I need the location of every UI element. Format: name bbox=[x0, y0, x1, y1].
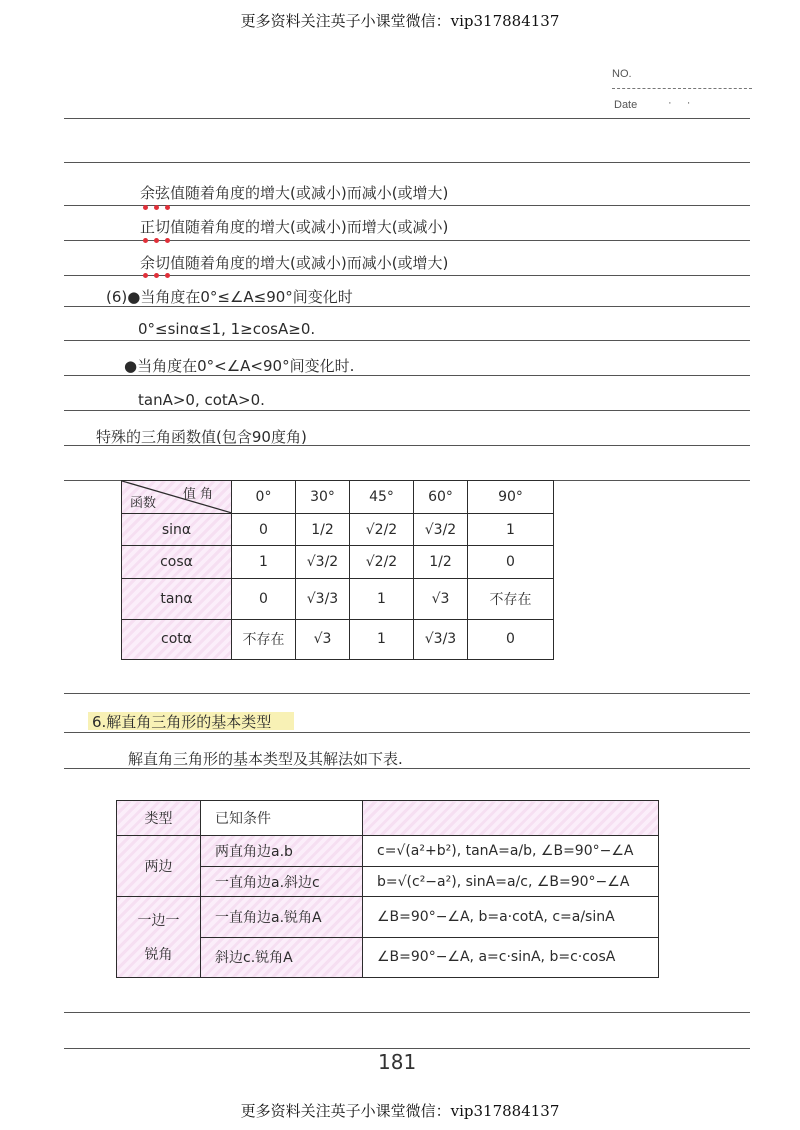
table-row bbox=[122, 579, 554, 619]
method-header bbox=[363, 801, 659, 836]
date-dots: · · bbox=[668, 97, 697, 109]
note-range-heading-open: ●当角度在0°<∠A<90°间变化时. bbox=[124, 357, 355, 375]
note-cosine-monotonic: 余弦值随着角度的增大(或减小)而减小(或增大) bbox=[140, 184, 449, 202]
table-row bbox=[122, 546, 554, 579]
table-row bbox=[122, 481, 554, 514]
angle-header: 45° bbox=[350, 481, 414, 514]
no-line bbox=[612, 88, 752, 89]
method-cell: ∠B=90°−∠A, a=c·sinA, b=c·cosA bbox=[363, 937, 659, 977]
value-cell: √3 bbox=[296, 619, 350, 659]
solving-methods-table bbox=[116, 800, 659, 978]
value-cell: √3/3 bbox=[414, 619, 468, 659]
note-tan-cot-positive: tanA>0, cotA>0. bbox=[138, 391, 265, 409]
value-cell: √3 bbox=[414, 579, 468, 619]
table-row bbox=[122, 619, 554, 659]
ruled-line bbox=[64, 693, 750, 694]
section6-intro: 解直角三角形的基本类型及其解法如下表. bbox=[128, 750, 403, 768]
angle-header: 0° bbox=[232, 481, 296, 514]
emphasis-dots bbox=[143, 205, 170, 210]
value-cell: √2/2 bbox=[350, 513, 414, 546]
value-cell: √3/3 bbox=[296, 579, 350, 619]
note-cotangent-monotonic: 余切值随着角度的增大(或减小)而减小(或增大) bbox=[140, 254, 449, 272]
page-number: 181 bbox=[378, 1050, 417, 1074]
method-cell: c=√(a²+b²), tanA=a/b, ∠B=90°−∠A bbox=[363, 836, 659, 867]
function-label: cotα bbox=[122, 619, 232, 659]
function-label: tanα bbox=[122, 579, 232, 619]
table-row bbox=[122, 513, 554, 546]
condition-cell: 斜边c.锐角A bbox=[201, 937, 363, 977]
value-cell: 1 bbox=[350, 579, 414, 619]
note-special-values-heading: 特殊的三角函数值(包含90度角) bbox=[96, 428, 307, 446]
angle-header: 30° bbox=[296, 481, 350, 514]
emphasis-dots bbox=[143, 273, 170, 278]
ruled-line bbox=[64, 1012, 750, 1013]
ruled-line bbox=[64, 732, 750, 733]
corner-bottom-label: 函数 bbox=[130, 495, 157, 511]
value-cell: 0 bbox=[468, 619, 554, 659]
ruled-line bbox=[64, 340, 750, 341]
bottom-banner: 更多资料关注英子小课堂微信：vip317884137 bbox=[240, 1102, 560, 1120]
type-side-label: 一边一 bbox=[137, 913, 180, 930]
value-cell: 1 bbox=[468, 513, 554, 546]
special-trig-values-table bbox=[121, 480, 554, 660]
corner-cell bbox=[122, 481, 232, 514]
note-tangent-monotonic: 正切值随着角度的增大(或减小)而增大(或减小) bbox=[140, 218, 449, 236]
type-two-sides: 两边 bbox=[117, 836, 201, 897]
value-cell: 0 bbox=[468, 546, 554, 579]
condition-header: 已知条件 bbox=[201, 801, 363, 836]
condition-cell: 一直角边a.斜边c bbox=[201, 866, 363, 897]
note-sin-cos-range: 0°≤sinα≤1, 1≥cosA≥0. bbox=[138, 320, 316, 338]
value-cell: √3/2 bbox=[296, 546, 350, 579]
function-label: sinα bbox=[122, 513, 232, 546]
angle-header: 90° bbox=[468, 481, 554, 514]
type-header: 类型 bbox=[117, 801, 201, 836]
value-cell: 1 bbox=[232, 546, 296, 579]
method-cell: b=√(c²−a²), sinA=a/c, ∠B=90°−∠A bbox=[363, 866, 659, 897]
method-cell: ∠B=90°−∠A, b=a·cotA, c=a/sinA bbox=[363, 897, 659, 937]
value-cell: 1/2 bbox=[414, 546, 468, 579]
angle-header: 60° bbox=[414, 481, 468, 514]
top-banner: 更多资料关注英子小课堂微信：vip317884137 bbox=[240, 12, 560, 30]
function-label: cosα bbox=[122, 546, 232, 579]
note-range-heading-closed: (6)●当角度在0°≤∠A≤90°间变化时 bbox=[106, 288, 353, 306]
section6-title: 6.解直角三角形的基本类型 bbox=[92, 713, 272, 731]
value-cell: 1/2 bbox=[296, 513, 350, 546]
ruled-line bbox=[64, 118, 750, 119]
type-side-and-angle bbox=[117, 897, 201, 978]
value-cell: 0 bbox=[232, 579, 296, 619]
value-cell: 0 bbox=[232, 513, 296, 546]
condition-cell: 一直角边a.锐角A bbox=[201, 897, 363, 937]
value-cell: √2/2 bbox=[350, 546, 414, 579]
value-cell: 不存在 bbox=[232, 619, 296, 659]
ruled-line bbox=[64, 162, 750, 163]
emphasis-dots bbox=[143, 238, 170, 243]
value-cell: 1 bbox=[350, 619, 414, 659]
table-row bbox=[117, 897, 659, 937]
corner-top-label: 值 角 bbox=[182, 487, 213, 502]
table-row bbox=[117, 836, 659, 867]
table-row bbox=[117, 801, 659, 836]
condition-cell: 两直角边a.b bbox=[201, 836, 363, 867]
ruled-line bbox=[64, 1048, 750, 1049]
date-label: Date bbox=[614, 99, 638, 111]
ruled-line bbox=[64, 410, 750, 411]
value-cell: 不存在 bbox=[468, 579, 554, 619]
value-cell: √3/2 bbox=[414, 513, 468, 546]
type-angle-label: 锐角 bbox=[144, 947, 173, 964]
no-label: NO. bbox=[612, 68, 632, 80]
